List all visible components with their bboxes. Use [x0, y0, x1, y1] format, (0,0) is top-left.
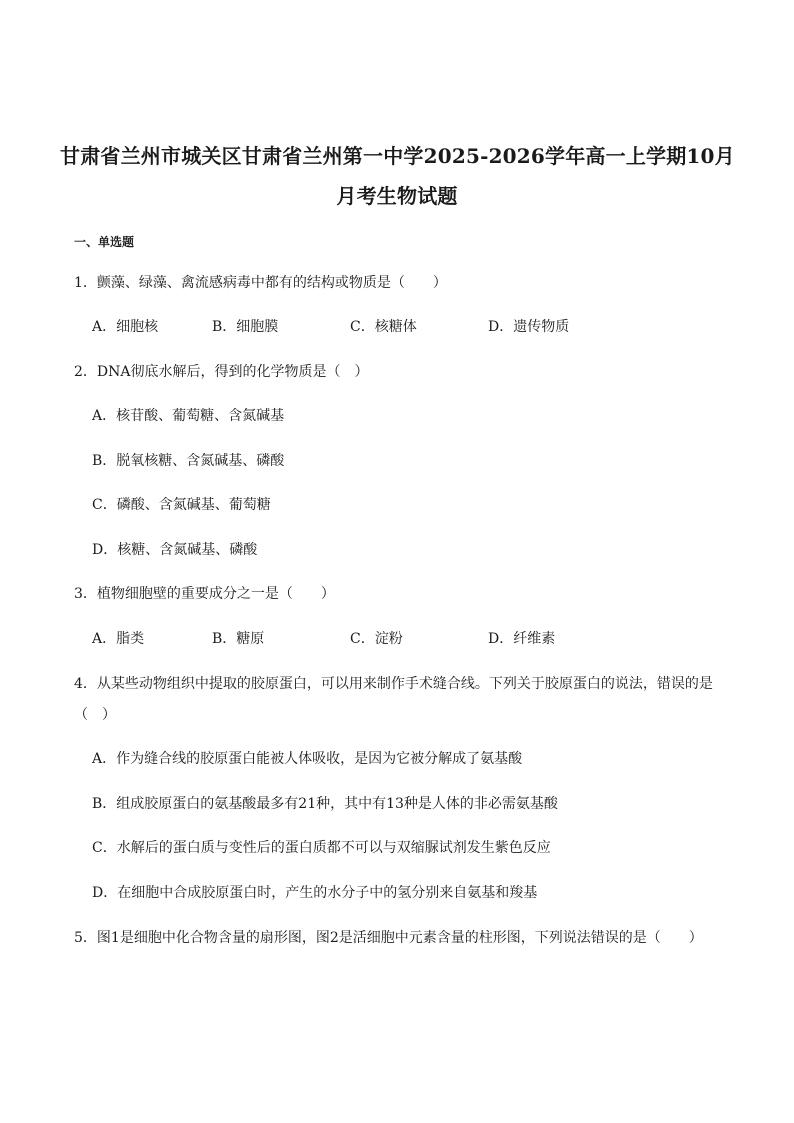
question-1-option-b: B．细胞膜: [212, 319, 279, 335]
question-4-stem-continuation: （ ）: [74, 707, 116, 723]
question-2-option-d: D．核糖、含氮碱基、磷酸: [92, 542, 258, 558]
question-4-option-a: A．作为缝合线的胶原蛋白能被人体吸收，是因为它被分解成了氨基酸: [92, 751, 523, 767]
question-3-stem: 3．植物细胞壁的重要成分之一是（ ）: [74, 586, 335, 602]
question-4-option-d: D．在细胞中合成胶原蛋白时，产生的水分子中的氢分别来自氨基和羧基: [92, 885, 538, 901]
question-4-option-c: C．水解后的蛋白质与变性后的蛋白质都不可以与双缩脲试剂发生紫色反应: [92, 840, 551, 856]
question-2-option-b: B．脱氧核糖、含氮碱基、磷酸: [92, 453, 285, 469]
exam-title-line2: 月考生物试题: [336, 184, 458, 208]
question-2-option-a: A．核苷酸、葡萄糖、含氮碱基: [92, 408, 285, 424]
section-heading: 一、单选题: [74, 235, 135, 249]
exam-title-line1: 甘肃省兰州市城关区甘肃省兰州第一中学2025-2026学年高一上学期10月: [60, 144, 735, 168]
question-1-option-c: C．核糖体: [350, 319, 417, 335]
question-5-stem: 5．图1是细胞中化合物含量的扇形图，图2是活细胞中元素含量的柱形图，下列说法错误的是（ ）: [74, 930, 703, 946]
question-4-stem: 4．从某些动物组织中提取的胶原蛋白，可以用来制作手术缝合线。下列关于胶原蛋白的说法，错误的是: [74, 676, 713, 692]
question-3-option-d: D．纤维素: [488, 631, 556, 647]
question-1-option-a: A．细胞核: [92, 319, 159, 335]
question-4-option-b: B．组成胶原蛋白的氨基酸最多有21种，其中有13种是人体的非必需氨基酸: [92, 796, 558, 812]
question-2-stem: 2．DNA彻底水解后，得到的化学物质是（ ）: [74, 364, 369, 380]
question-1-option-d: D．遗传物质: [488, 319, 570, 335]
question-1-stem: 1．颤藻、绿藻、禽流感病毒中都有的结构或物质是（ ）: [74, 275, 447, 291]
question-3-option-b: B．糖原: [212, 631, 265, 647]
question-2-option-c: C．磷酸、含氮碱基、葡萄糖: [92, 497, 271, 513]
question-3-option-a: A．脂类: [92, 631, 145, 647]
question-3-option-c: C．淀粉: [350, 631, 403, 647]
